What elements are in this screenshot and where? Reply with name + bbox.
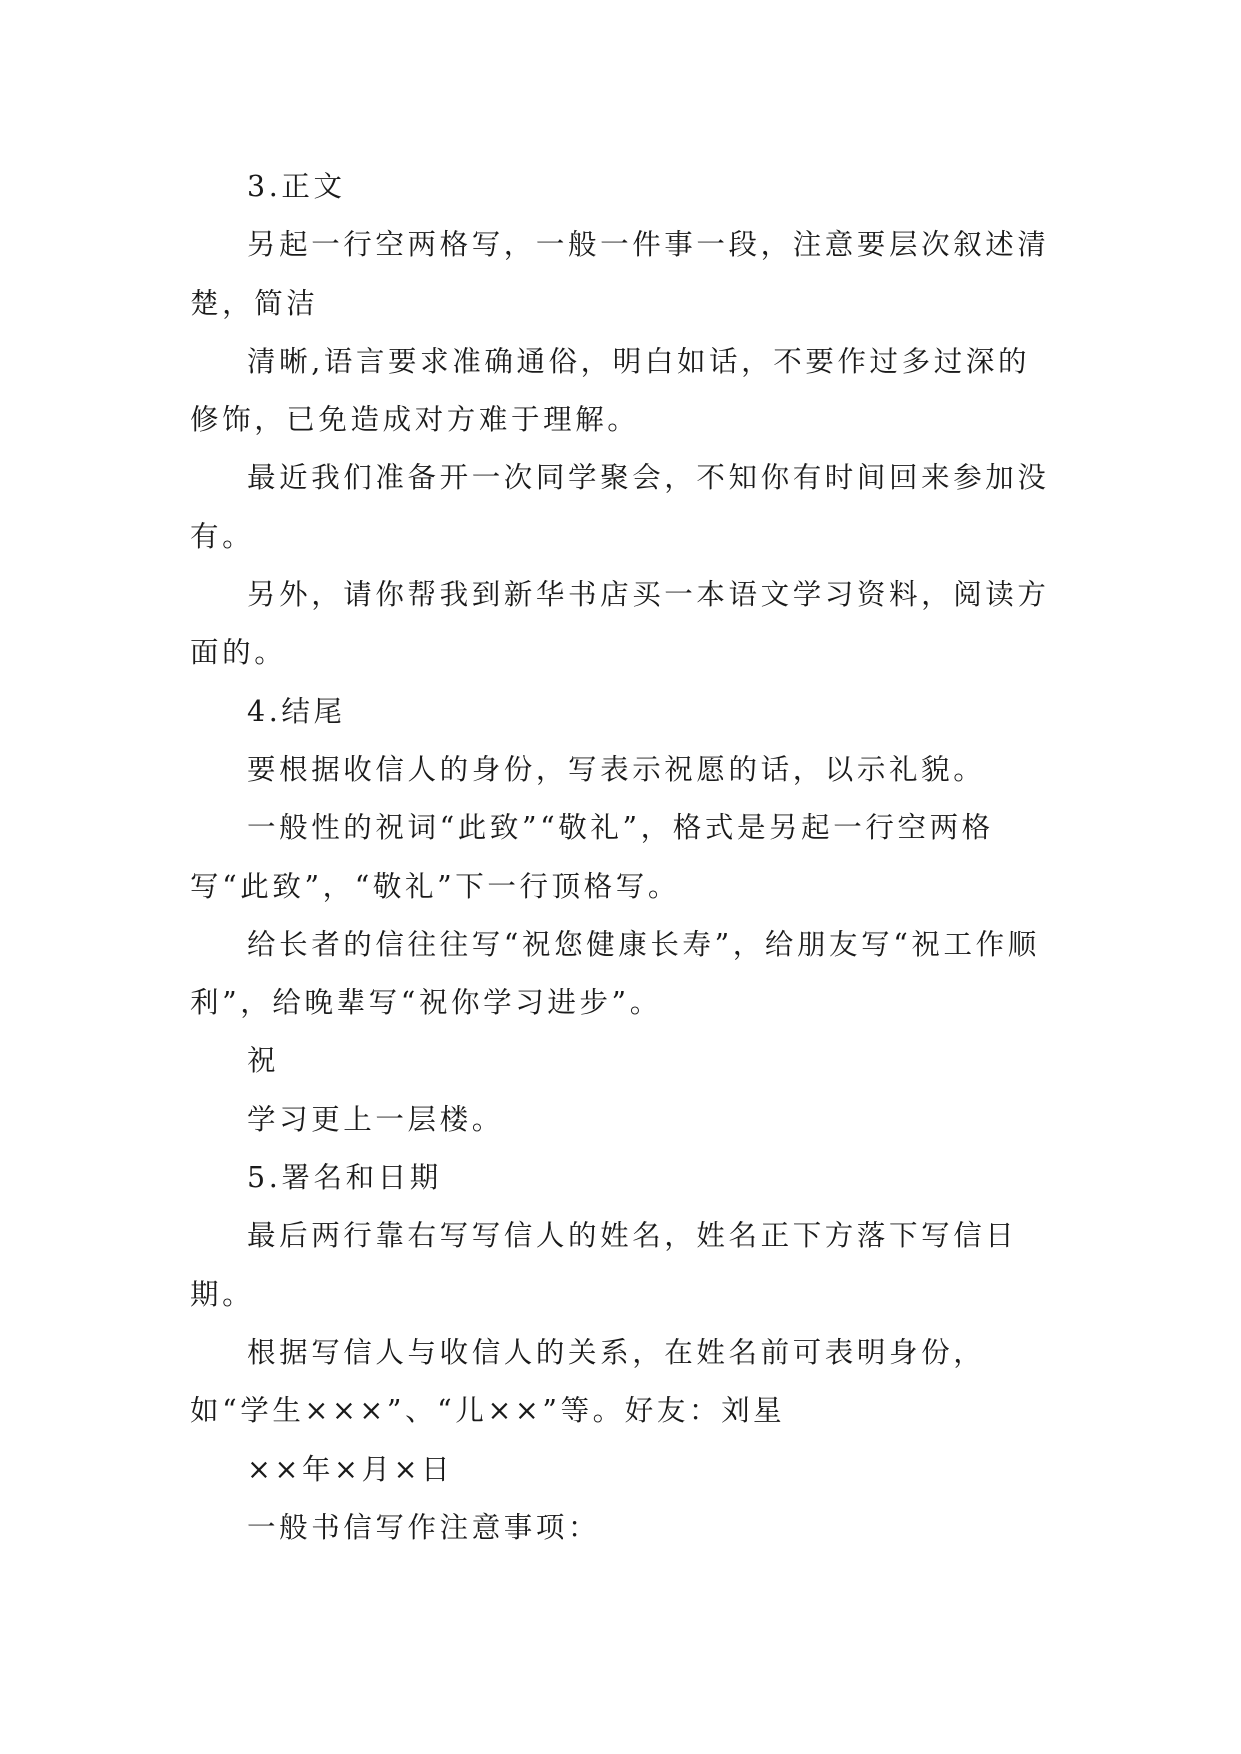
- paragraph: 一般书信写作注意事项：: [247, 1510, 601, 1544]
- paragraph: 一般性的祝词“此致”“敬礼”，格式是另起一行空两格写“此致”，“敬礼”下一行顶格写。: [190, 811, 994, 903]
- paragraph: ××年×月×日: [247, 1452, 454, 1486]
- paragraph: 学习更上一层楼。: [247, 1102, 504, 1136]
- heading-closing-section: 4.结尾: [247, 694, 346, 728]
- paragraph: 根据写信人与收信人的关系，在姓名前可表明身份，如“学生×××”、“儿××”等。好友：刘星: [190, 1335, 986, 1428]
- paragraph: 清晰,语言要求准确通俗，明白如话，不要作过多过深的修饰，已免造成对方难于理解。: [190, 344, 1031, 437]
- paragraph: 最后两行靠右写写信人的姓名，姓名正下方落下写信日期。: [190, 1219, 1018, 1311]
- paragraph: 祝: [247, 1044, 280, 1078]
- paragraph: 给长者的信往往写“祝您健康长寿”，给朋友写“祝工作顺利”，给晚辈写“祝你学习进步”。: [190, 927, 1040, 1020]
- heading-signature-section: 5.署名和日期: [247, 1161, 442, 1195]
- heading-body-section: 3.正文: [247, 170, 346, 203]
- paragraph: 要根据收信人的身份，写表示祝愿的话，以示礼貌。: [247, 752, 986, 786]
- document-body: [190, 158, 1060, 1557]
- paragraph: 另外，请你帮我到新华书店买一本语文学习资料，阅读方面的。: [190, 578, 1050, 670]
- paragraph: 最近我们准备开一次同学聚会，不知你有时间回来参加没有。: [190, 461, 1050, 553]
- paragraph: 另起一行空两格写，一般一件事一段，注意要层次叙述清楚，简洁: [190, 228, 1050, 320]
